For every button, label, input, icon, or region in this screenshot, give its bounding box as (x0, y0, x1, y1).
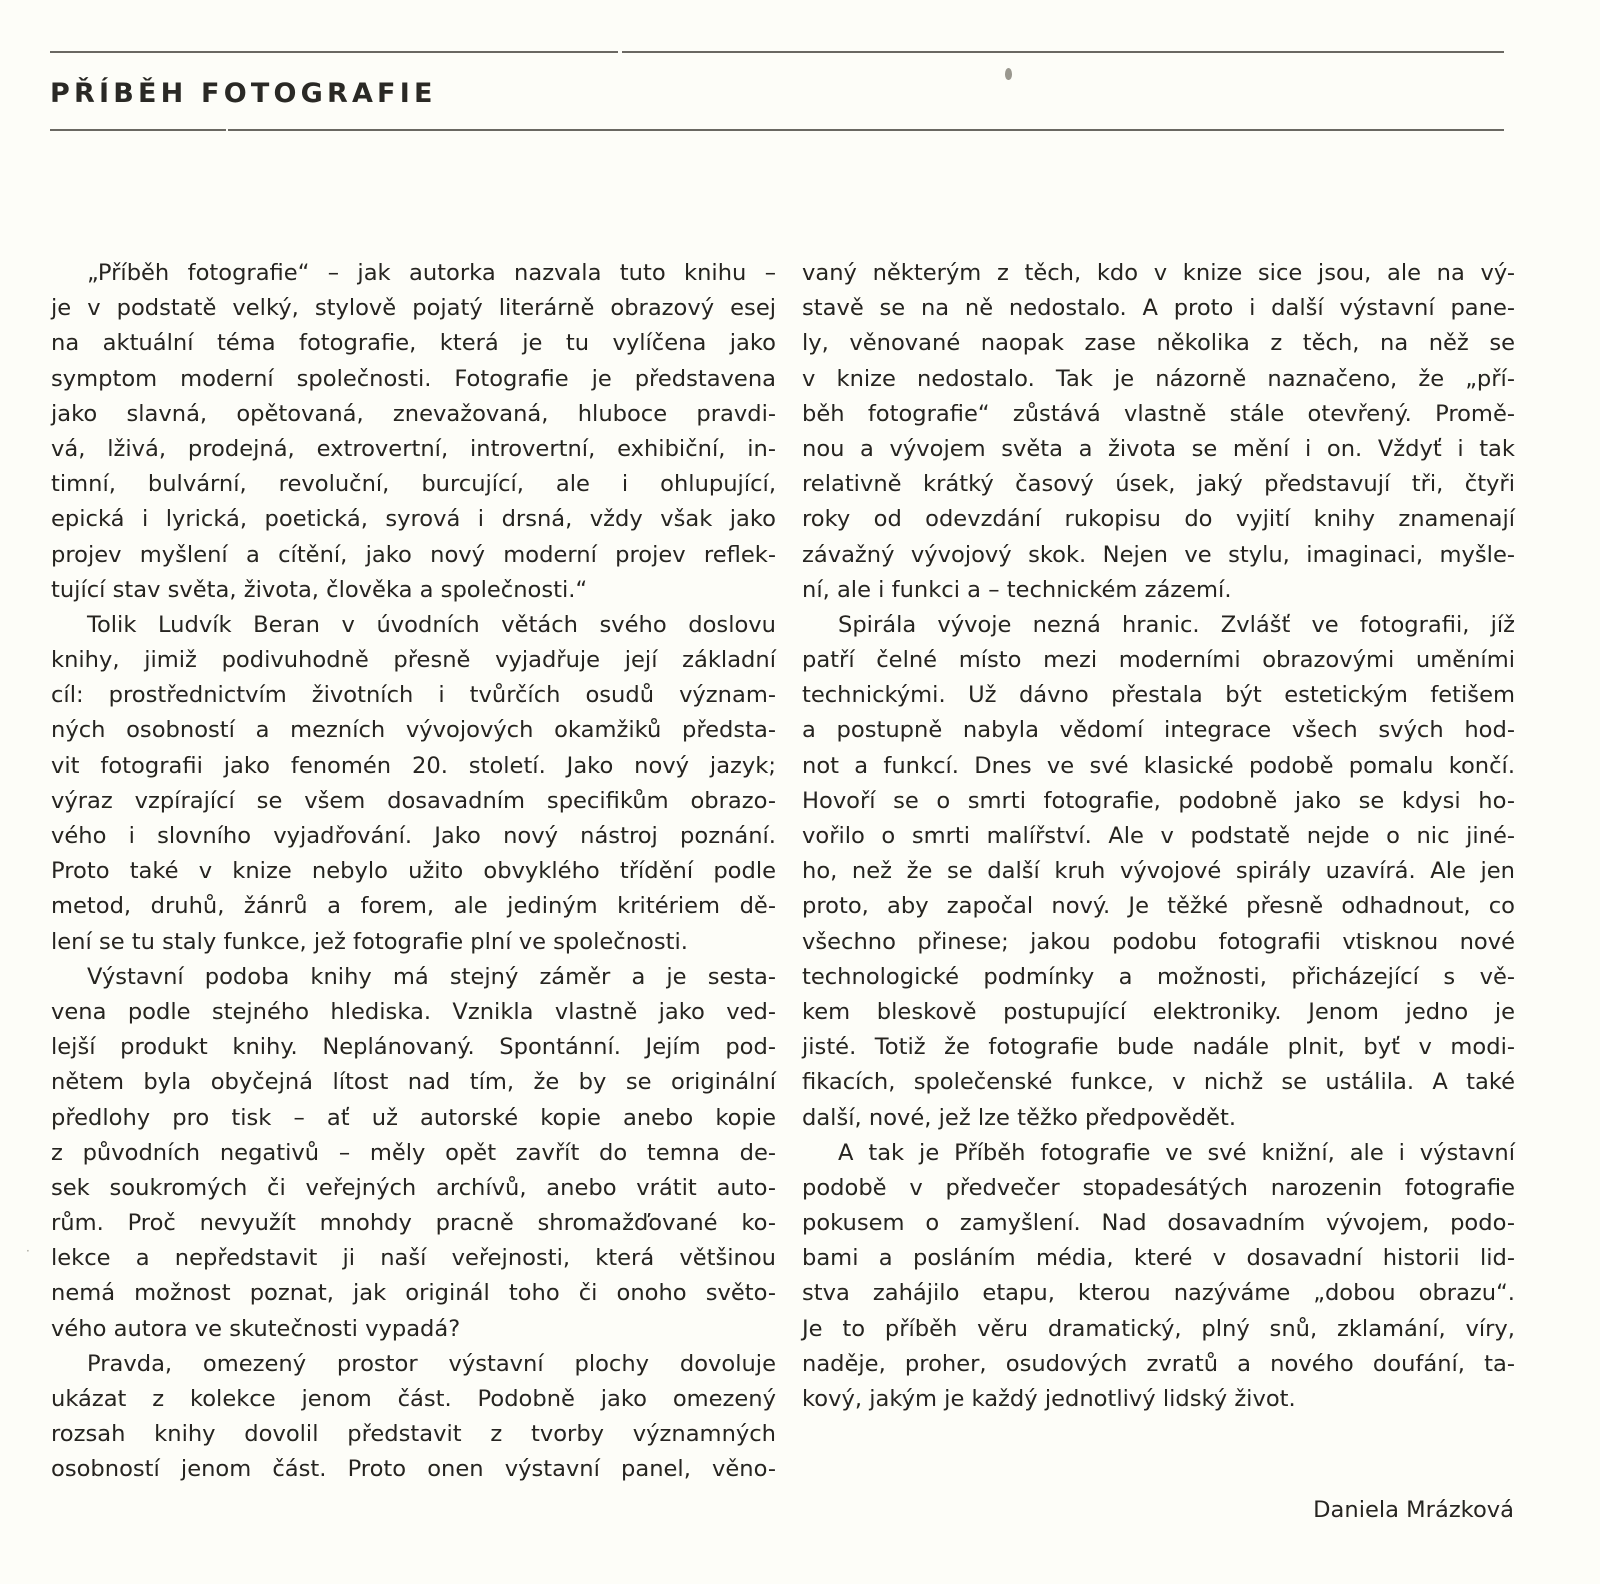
text-line: fikacích, společenské funkce, v nichž se ustálila. A také (802, 1069, 1515, 1096)
text-line: závažný vývojový skok. Nejen ve stylu, imaginaci, myšle- (802, 541, 1515, 568)
text-line: nětem byla obyčejná lítost nad tím, že by se originální (51, 1069, 776, 1096)
paragraph (51, 960, 776, 1347)
text-line: knihy, jimiž podivuhodně přesně vyjadřuje její základní (51, 647, 776, 674)
text-line: osobností jenom část. Proto onen výstavní panel, věno- (51, 1456, 776, 1483)
text-line: lekce a nepředstavit ji naší veřejnosti, která většinou (51, 1245, 776, 1272)
text-line: patří čelné místo mezi moderními obrazovými uměními (802, 647, 1515, 674)
text-line: sek soukromých či veřejných archívů, anebo vrátit auto- (51, 1174, 776, 1201)
text-line: běh fotografie“ zůstává vlastně stále otevřený. Promě- (802, 400, 1515, 427)
text-line: kem bleskově postupující elektroniky. Jenom jedno je (802, 998, 1515, 1025)
text-line: je v podstatě velký, stylově pojatý literárně obrazový esej (51, 295, 776, 322)
text-line: nemá možnost poznat, jak originál toho či onoho světo- (51, 1280, 776, 1307)
text-line: lejší produkt knihy. Neplánovaný. Spontánní. Jejím pod- (51, 1034, 776, 1061)
paragraph (51, 1347, 776, 1488)
text-line: Výstavní podoba knihy má stejný záměr a je sesta- (87, 963, 776, 990)
text-line: Tolik Ludvík Beran v úvodních větách svého doslovu (87, 611, 776, 638)
text-line: všechno přinese; jakou podobu fotografii vtisknou nové (802, 928, 1515, 955)
scan-speck (1005, 68, 1012, 80)
text-line: ho, než že se další kruh vývojové spirály uzavírá. Ale jen (802, 858, 1515, 885)
text-line: rům. Proč nevyužít mnohdy pracně shromažďované ko- (51, 1210, 776, 1237)
margin-mark: · (26, 1244, 30, 1258)
page-title: PŘÍBĚH FOTOGRAFIE (50, 78, 437, 109)
text-line: cíl: prostřednictvím životních i tvůrčích osudů význam- (51, 682, 776, 709)
text-line: bami a posláním média, které v dosavadní historii lid- (802, 1245, 1515, 1272)
text-line: rozsah knihy dovolil představit z tvorby významných (51, 1421, 776, 1448)
text-line: tující stav světa, života, člověka a společnosti.“ (51, 576, 588, 603)
text-line: vit fotografii jako fenomén 20. století. Jako nový jazyk; (51, 752, 776, 779)
text-line: předlohy pro tisk – ať už autorské kopie anebo kopie (51, 1104, 776, 1131)
text-line: a postupně nabyla vědomí integrace všech svých hod- (802, 717, 1515, 744)
paragraph (51, 256, 776, 608)
bottom-rule-left (50, 129, 226, 131)
paragraph (51, 608, 776, 960)
text-line: Pravda, omezený prostor výstavní plochy dovoluje (87, 1350, 776, 1377)
text-line: v knize nedostalo. Tak je názorně naznačeno, že „pří- (802, 365, 1515, 392)
text-line: ných osobností a mezních vývojových okamžiků předsta- (51, 717, 776, 744)
top-rule-left (50, 51, 618, 53)
text-line: projev myšlení a cítění, jako nový moderní projev reflek- (51, 541, 776, 568)
text-line: Spirála vývoje nezná hranic. Zvlášť ve fotografii, jíž (838, 611, 1515, 638)
paragraph (802, 1136, 1515, 1418)
right-column (802, 256, 1515, 1417)
text-line: vaný některým z těch, kdo v knize sice jsou, ale na vý- (802, 260, 1515, 286)
text-line: jisté. Totiž že fotografie bude nadále plnit, byť v modi- (802, 1034, 1515, 1061)
text-line: naděje, proher, osudových zvratů a nového doufání, ta- (802, 1350, 1515, 1377)
text-line: timní, bulvární, revoluční, burcující, ale i ohlupující, (51, 471, 776, 498)
text-line: vého autora ve skutečnosti vypadá? (51, 1315, 461, 1342)
top-rule-right (622, 51, 1504, 53)
text-line: Hovoří se o smrti fotografie, podobně jako se kdysi ho- (802, 787, 1515, 814)
text-line: technologické podmínky a možnosti, přicházející s vě- (802, 963, 1515, 990)
text-line: vého i slovního vyjadřování. Jako nový nástroj poznání. (51, 823, 776, 849)
text-line: z původních negativů – měly opět zavřít do temna de- (51, 1139, 776, 1166)
text-line: kový, jakým je každý jednotlivý lidský život. (802, 1386, 1296, 1412)
text-line: vá, lživá, prodejná, extrovertní, introvertní, exhibiční, in- (51, 435, 776, 462)
text-line: jako slavná, opětovaná, znevažovaná, hluboce pravdi- (51, 400, 776, 427)
text-line: metod, druhů, žánrů a forem, ale jediným kritériem dě- (51, 893, 776, 920)
text-line: stavě se na ně nedostalo. A proto i další výstavní pane- (802, 295, 1515, 322)
left-column (51, 256, 776, 1488)
text-line: nou a vývojem světa a života se mění i on. Vždyť i tak (802, 435, 1515, 462)
text-line: další, nové, jež lze těžko předpovědět. (802, 1104, 1237, 1131)
text-line: pokusem o zamyšlení. Nad dosavadním vývojem, podo- (802, 1210, 1515, 1237)
text-line: vena podle stejného hlediska. Vznikla vlastně jako ved- (51, 998, 776, 1025)
text-line: Proto také v knize nebylo užito obvyklého třídění podle (51, 858, 776, 885)
text-line: A tak je Příběh fotografie ve své knižní, ale i výstavní (838, 1139, 1515, 1166)
text-line: not a funkcí. Dnes ve své klasické podobě pomalu končí. (802, 752, 1515, 779)
text-line: stva zahájilo etapu, kterou nazýváme „dobou obrazu“. (802, 1280, 1515, 1307)
text-line: výraz vzpírající se všem dosavadním specifikům obrazo- (51, 787, 776, 814)
text-line: symptom moderní společnosti. Fotografie je představena (51, 365, 776, 392)
bottom-rule-right (228, 129, 1504, 131)
paragraph (802, 608, 1515, 1136)
paragraph (802, 256, 1515, 608)
text-line: ní, ale i funkci a – technickém zázemí. (802, 576, 1232, 603)
text-line: roky od odevzdání rukopisu do vyjití knihy znamenají (802, 506, 1515, 533)
text-line: ukázat z kolekce jenom část. Podobně jako omezený (51, 1386, 776, 1412)
text-line: podobě v předvečer stopadesátých narozenin fotografie (802, 1174, 1515, 1201)
text-line: na aktuální téma fotografie, která je tu vylíčena jako (51, 330, 776, 357)
text-line: Je to příběh věru dramatický, plný snů, zklamání, víry, (802, 1315, 1515, 1342)
text-line: technickými. Už dávno přestala být estetickým fetišem (802, 682, 1515, 709)
text-line: lení se tu staly funkce, jež fotografie plní ve společnosti. (51, 928, 688, 955)
text-line: ly, věnované naopak zase několika z těch, na něž se (802, 330, 1515, 357)
text-line: proto, aby započal nový. Je těžké přesně odhadnout, co (802, 893, 1515, 920)
text-line: „Příběh fotografie“ – jak autorka nazvala tuto knihu – (87, 260, 776, 286)
author-signature: Daniela Mrázková (1313, 1497, 1514, 1523)
text-line: vořilo o smrti malířství. Ale v podstatě nejde o nic jiné- (802, 823, 1515, 849)
text-line: relativně krátký časový úsek, jaký představují tři, čtyři (802, 471, 1515, 498)
text-line: epická i lyrická, poetická, syrová i drsná, vždy však jako (51, 506, 776, 533)
